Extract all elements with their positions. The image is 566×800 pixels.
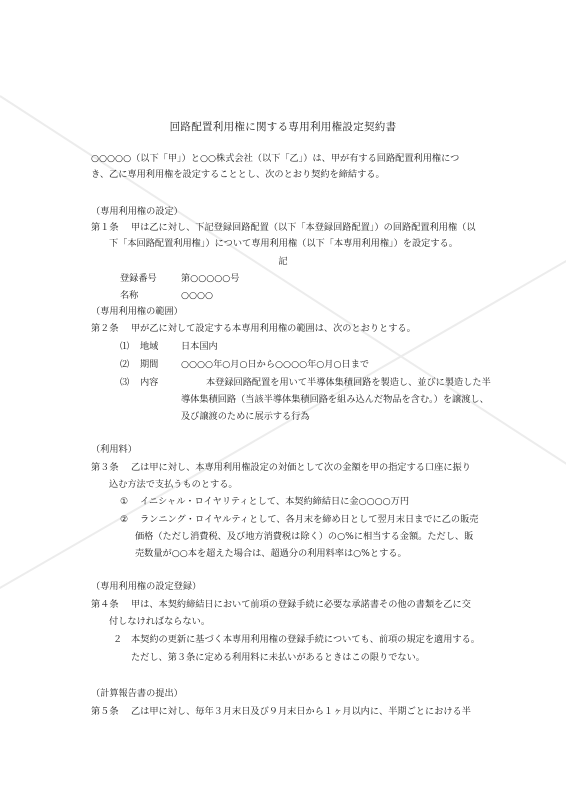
paragraph-number: ２ (113, 634, 123, 645)
article-4-para2-text: 本契約の更新に基づく本専用利用権の登録手続についても、前項の規定を適用する。 (131, 634, 480, 645)
list-item-value: 導体集積回路（当該半導体集積回路を組み込んだ物品を含む。）を譲渡し、 (181, 394, 489, 405)
list-item-number: ⑶ (120, 377, 130, 388)
article-1-text: 甲は乙に対し、下記登録回路配置（以下「本登録回路配置」）の回路配置利用権（以 (131, 222, 476, 233)
article-4-para2-text: ただし、第３条に定める利用料に未払いがあるときはこの限りでない。 (131, 652, 425, 663)
list-item-number: ① (120, 496, 129, 507)
article-3-text: 込む方法で支払うものとする。 (109, 479, 238, 490)
intro-line: ○○○○○（以下「甲」）と○○株式会社（以下「乙」）は、甲が有する回路配置利用権につ (91, 153, 460, 164)
name-value: ○○○○ (181, 290, 214, 301)
article-4-text: 甲は、本契約締結日において前項の登録手続に必要な承諾書その他の書類を乙に交 (131, 599, 471, 610)
list-item-value: 本登録回路配置を用いて半導体集積回路を製造し、並びに製造した半 (206, 377, 491, 388)
ki-mark: 記 (278, 256, 288, 267)
article-3-heading: （利用料） (91, 444, 137, 455)
article-1-heading: （専用利用権の設定） (91, 206, 183, 217)
article-4-number: 第４条 (91, 599, 119, 610)
list-item-value: 及び譲渡のために展示する行為 (181, 411, 310, 422)
list-item-number: ⑴ (120, 341, 130, 352)
article-5-heading: （計算報告書の提出） (91, 688, 183, 699)
list-item-number: ⑵ (120, 359, 130, 370)
article-4-heading: （専用利用権の設定登録） (91, 581, 202, 592)
article-1-number: 第１条 (91, 222, 119, 233)
article-3-text: 乙は甲に対し、本専用利用権設定の対価として次の金額を甲の指定する口座に振り (131, 462, 471, 473)
registration-number-value: 第○○○○○号 (181, 273, 240, 284)
name-label: 名称 (120, 290, 139, 301)
list-item-value: 日本国内 (181, 341, 218, 352)
article-2-heading: （専用利用権の範囲） (91, 306, 183, 317)
article-2-number: 第２条 (91, 323, 119, 334)
article-1-text: 下「本回路配置利用権」）について専用利用権（以下「本専用利用権」）を設定する。 (109, 238, 458, 249)
document-title: 回路配置利用権に関する専用利用権設定契約書 (169, 121, 397, 133)
article-2-text: 甲が乙に対して設定する本専用利用権の範囲は、次のとおりとする。 (131, 323, 416, 334)
article-5-text: 乙は甲に対し、毎年３月末日及び９月末日から１ヶ月以内に、半期ごとにおける半 (131, 706, 471, 717)
list-item-number: ② (120, 514, 129, 525)
list-item-value: ランニング・ロイヤルティとして、各月末を締め日として翌月末日までに乙の販売 (140, 514, 479, 525)
article-5-number: 第５条 (91, 706, 119, 717)
list-item-value: 価格（ただし消費税、及び地方消費税は除く）の○%に相当する金額。ただし、販 (135, 531, 474, 542)
registration-number-label: 登録番号 (120, 273, 157, 284)
list-item-label: 地域 (140, 341, 159, 352)
list-item-value: イニシャル・ロイヤリティとして、本契約締結日に金○○○○万円 (140, 496, 410, 507)
article-3-number: 第３条 (91, 462, 119, 473)
list-item-value: ○○○○年○月○日から○○○○年○月○日まで (181, 359, 370, 370)
list-item-label: 内容 (140, 377, 159, 388)
list-item-label: 期間 (140, 359, 159, 370)
article-4-text: 付しなければならない。 (109, 616, 211, 627)
intro-line: き、乙に専用利用権を設定することとし、次のとおり契約を締結する。 (91, 169, 385, 180)
list-item-value: 売数量が○○本を超えた場合は、超過分の利用料率は○%とする。 (135, 548, 407, 559)
